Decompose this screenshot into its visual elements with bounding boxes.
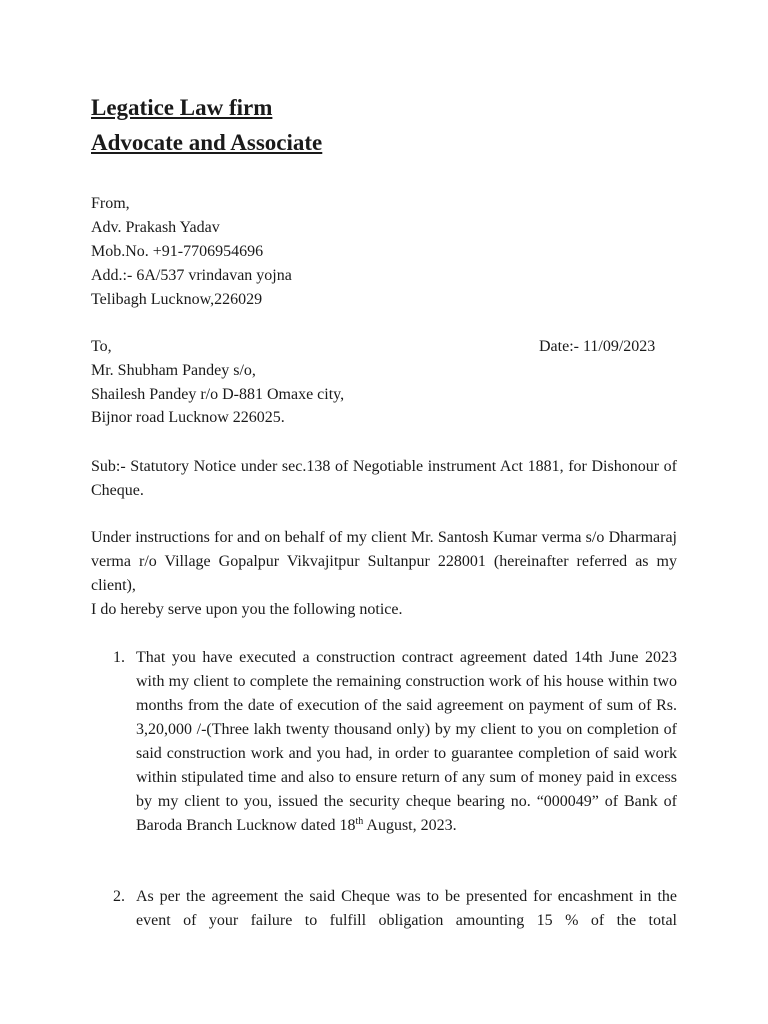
intro-paragraph: Under instructions for and on behalf of my client Mr. Santosh Kumar verma s/o Dharmaraj verma r/o Village Gopalpur Vikvajitpur Sultanpur 228001 (hereinafter referred as my client), bbox=[91, 529, 677, 594]
to-label: To, bbox=[91, 338, 112, 355]
sender-address-line1: Add.:- 6A/537 vrindavan yojna bbox=[91, 267, 292, 284]
firm-name: Legatice Law firm bbox=[91, 95, 273, 120]
point-number: 2. bbox=[113, 888, 125, 905]
recipient-line1: Mr. Shubham Pandey s/o, bbox=[91, 362, 256, 379]
sender-mobile: Mob.No. +91-7706954696 bbox=[91, 243, 264, 260]
serve-notice-line: I do hereby serve upon you the following notice. bbox=[91, 601, 403, 618]
ordinal-suffix: th bbox=[355, 816, 364, 827]
sender-name: Adv. Prakash Yadav bbox=[91, 219, 220, 236]
recipient-line2: Shailesh Pandey r/o D-881 Omaxe city, bbox=[91, 386, 345, 403]
point-text: As per the agreement the said Cheque was to be presented for encashment in the event of your failure to fulfill obligation amounting 15 % of the total bbox=[136, 888, 677, 929]
recipient-line3: Bijnor road Lucknow 226025. bbox=[91, 409, 285, 426]
sender-address-line2: Telibagh Lucknow,226029 bbox=[91, 291, 263, 308]
point-number: 1. bbox=[113, 649, 125, 666]
notice-date: Date:- 11/09/2023 bbox=[539, 338, 656, 355]
point-text-tail: August, 2023. bbox=[363, 817, 457, 834]
from-label: From, bbox=[91, 195, 130, 212]
point-text bbox=[136, 646, 677, 838]
firm-subtitle: Advocate and Associate bbox=[91, 130, 323, 155]
subject-line: Sub:- Statutory Notice under sec.138 of Negotiable instrument Act 1881, for Dishonour of Cheque. bbox=[91, 458, 677, 499]
point-text-main: That you have executed a construction contract agreement dated 14th June 2023 with my client to complete the remaining construction work of his house within two months from the date of execution of the said agreement on payment of sum of Rs. 3,20,000 /-(Three lakh twenty thousand only) by my client to you on completion of said construction work and you had, in order to guarantee completion of said work within stipulated time and also to ensure return of any sum of money paid in excess by my client to you, issued the security cheque bearing no. “000049” of Bank of Baroda Branch Lucknow dated 18 bbox=[136, 649, 677, 834]
